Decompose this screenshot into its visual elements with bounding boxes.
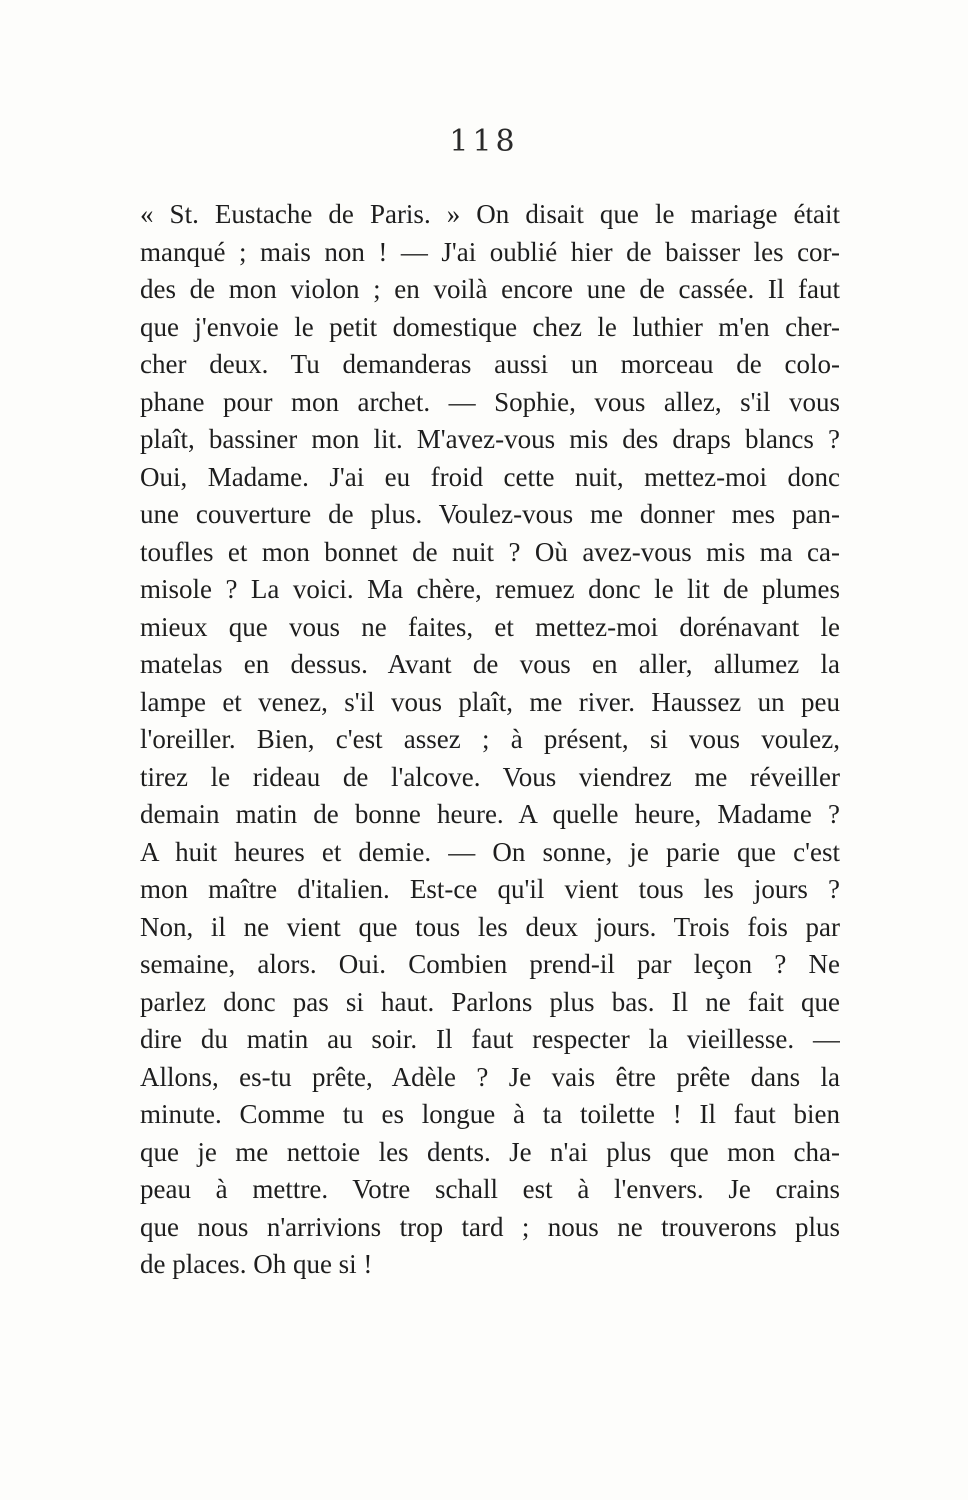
text-line: parlez donc pas si haut. Parlons plus bas. Il ne fait que (140, 986, 840, 1017)
text-line: toufles et mon bonnet de nuit ? Où avez-vous mis ma ca- (140, 536, 840, 567)
text-line: dire du matin au soir. Il faut respecter la vieillesse. — (140, 1024, 840, 1054)
text-line: semaine, alors. Oui. Combien prend-il par leçon ? Ne (140, 949, 840, 979)
text-line: lampe et venez, s'il vous plaît, me river. Haussez un peu (140, 686, 840, 717)
text-line: demain matin de bonne heure. A quelle heure, Madame ? (140, 799, 840, 829)
text-line: Non, il ne vient que tous les deux jours. Trois fois par (140, 911, 840, 942)
text-line: de places. Oh que si ! (140, 1249, 373, 1279)
text-line: Oui, Madame. J'ai eu froid cette nuit, mettez-moi donc (140, 461, 840, 492)
text-line: tirez le rideau de l'alcove. Vous viendrez me réveiller (140, 761, 840, 792)
text-line: misole ? La voici. Ma chère, remuez donc le lit de plumes (140, 574, 840, 604)
text-line: une couverture de plus. Voulez-vous me donner mes pan- (140, 499, 840, 529)
text-line: mon maître d'italien. Est-ce qu'il vient tous les jours ? (140, 874, 840, 904)
text-line: cher deux. Tu demanderas aussi un morceau de colo- (140, 349, 840, 379)
text-line: « St. Eustache de Paris. » On disait que le mariage était (140, 199, 840, 229)
text-line: matelas en dessus. Avant de vous en aller, allumez la (140, 649, 840, 679)
text-line: mieux que vous ne faites, et mettez-moi dorénavant le (140, 611, 840, 642)
text-line: que j'envoie le petit domestique chez le luthier m'en cher- (140, 311, 840, 342)
text-line: des de mon violon ; en voilà encore une de cassée. Il faut (140, 274, 840, 304)
body-text (140, 196, 840, 1284)
text-line: manqué ; mais non ! — J'ai oublié hier de baisser les cor- (140, 236, 840, 267)
text-line: A huit heures et demie. — On sonne, je parie que c'est (140, 836, 840, 867)
text-line: l'oreiller. Bien, c'est assez ; à présent, si vous voulez, (140, 724, 840, 754)
text-line: peau à mettre. Votre schall est à l'envers. Je crains (140, 1174, 840, 1204)
text-line: plaît, bassiner mon lit. M'avez-vous mis des draps blancs ? (140, 424, 840, 454)
text-line: que je me nettoie les dents. Je n'ai plus que mon cha- (140, 1136, 840, 1167)
text-line: minute. Comme tu es longue à ta toilette ! Il faut bien (140, 1099, 840, 1129)
text-line: que nous n'arrivions trop tard ; nous ne trouverons plus (140, 1211, 840, 1242)
text-line: Allons, es-tu prête, Adèle ? Je vais être prête dans la (140, 1061, 840, 1092)
text-line: phane pour mon archet. — Sophie, vous allez, s'il vous (140, 386, 840, 417)
page-number: 118 (449, 124, 519, 159)
